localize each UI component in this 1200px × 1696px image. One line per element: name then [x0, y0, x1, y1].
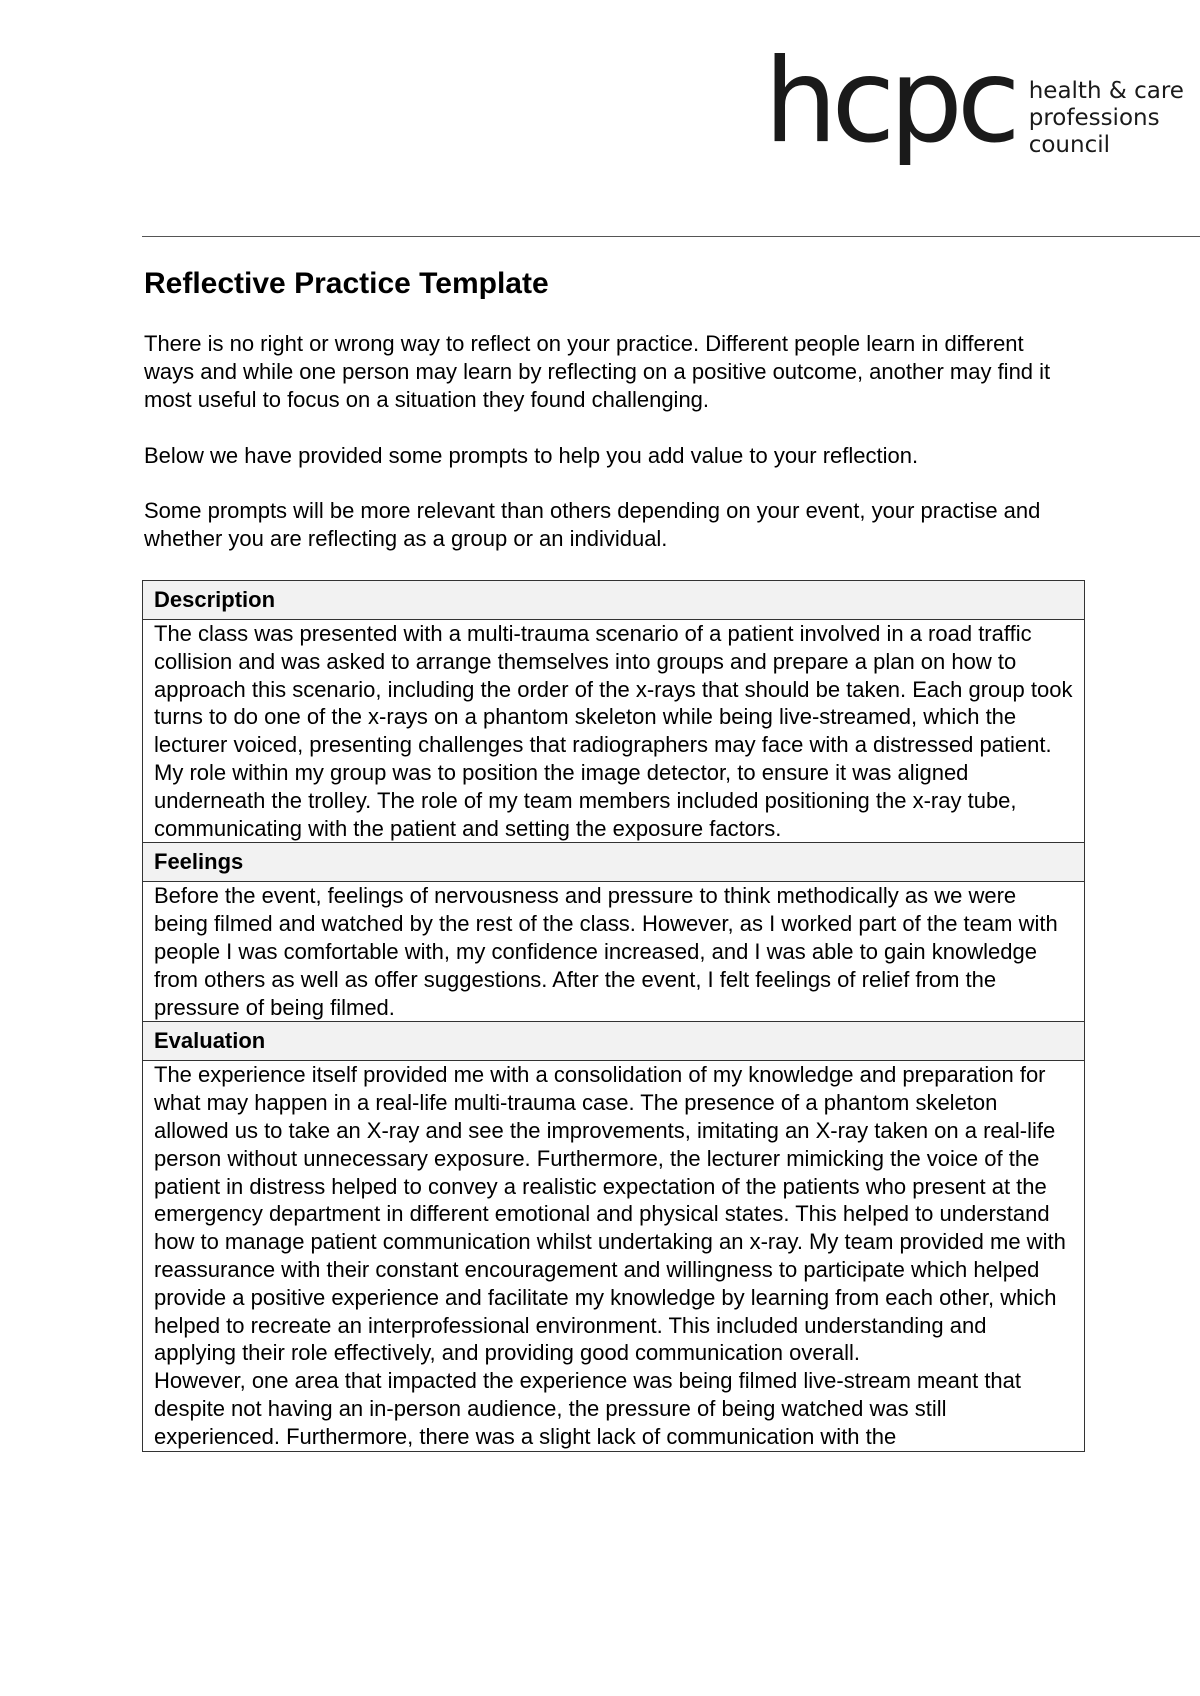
logo-wordmark	[1029, 78, 1184, 159]
description-body	[143, 620, 1085, 843]
intro-paragraph-1: There is no right or wrong way to reflect on your practice. Different people learn in different ways and while one person may learn by reflecting on a positive outcome, another may find it most useful to focus on a situation they found challenging.	[144, 331, 1051, 412]
logo-line-1: health & care	[1028, 78, 1184, 104]
hcpc-logo	[764, 34, 1184, 176]
section-header-row	[143, 1022, 1085, 1061]
description-paragraph-2: My role within my group was to position the image detector, to ensure it was aligned underneath the trolley. The role of my team members included positioning the x-ray tube, communicating with the patient and setting the exposure factors.	[154, 759, 1017, 841]
section-body-row	[143, 620, 1085, 843]
logo-line-2: professions	[1028, 105, 1160, 131]
evaluation-heading: Evaluation	[143, 1022, 1085, 1061]
section-body-row	[143, 1061, 1085, 1451]
section-header-row	[143, 581, 1085, 620]
evaluation-body	[143, 1061, 1085, 1451]
section-header-row	[143, 843, 1085, 882]
intro-paragraph-2: Below we have provided some prompts to help you add value to your reflection.	[144, 443, 919, 468]
header-divider	[142, 236, 1200, 237]
description-heading: Description	[143, 581, 1085, 620]
logo-line-3: council	[1028, 132, 1111, 158]
feelings-heading: Feelings	[143, 843, 1085, 882]
logo-mark: hcpc	[764, 34, 1015, 169]
page-title: Reflective Practice Template	[144, 267, 549, 300]
intro-paragraph-3: Some prompts will be more relevant than others depending on your event, your practise and whether you are reflecting as a group or an individual.	[144, 498, 1041, 551]
evaluation-paragraph-2: However, one area that impacted the experience was being filmed live-stream meant that despite not having an in-person audience, the pressure of being watched was still experienced. Furthermore, there was a slight lack of communication with the	[154, 1368, 1022, 1449]
reflection-table	[142, 580, 1085, 1452]
feelings-paragraph-1: Before the event, feelings of nervousness and pressure to think methodically as we were being filmed and watched by the rest of the class. However, as I worked part of the team with people I was comfortable with, my confidence increased, and I was able to gain knowledge from others as well as offer suggestions. After the event, I felt feelings of relief from the pressure of being filmed.	[154, 883, 1058, 1020]
section-body-row	[143, 882, 1085, 1022]
evaluation-paragraph-1: The experience itself provided me with a consolidation of my knowledge and preparation for what may happen in a real-life multi-trauma case. The presence of a phantom skeleton allowed us to take an X-ray and see the improvements, imitating an X-ray taken on a real-life person without unnecessary exposure. Furthermore, the lecturer mimicking the voice of the patient in distress helped to convey a realistic expectation of the patients who present at the emergency department in different emotional and physical states. This helped to understand how to manage patient communication whilst undertaking an x-ray. My team provided me with reassurance with their constant encouragement and willingness to participate which helped provide a positive experience and facilitate my knowledge by learning from each other, which helped to recreate an interprofessional environment. This included understanding and applying their role effectively, and providing good communication overall.	[154, 1062, 1066, 1366]
description-paragraph-1: The class was presented with a multi-trauma scenario of a patient involved in a road traffic collision and was asked to arrange themselves into groups and prepare a plan on how to approach this scenario, including the order of the x-rays that should be taken. Each group took turns to do one of the x-rays on a phantom skeleton while being live-streamed, which the lecturer voiced, presenting challenges that radiographers may face with a distressed patient.	[154, 621, 1073, 758]
feelings-body	[143, 882, 1085, 1022]
